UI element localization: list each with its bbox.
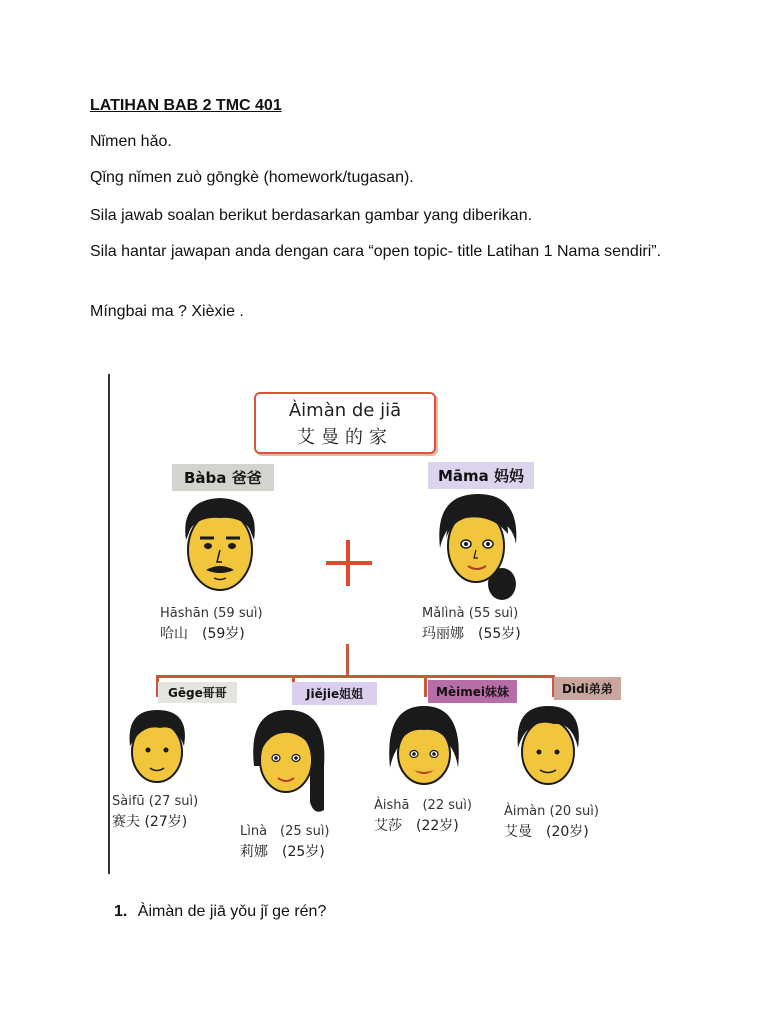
older-brother-name-pinyin: Sàifū (27 suì) [112, 794, 199, 809]
question-number: 1. [114, 903, 128, 920]
tree-branch-line [156, 675, 554, 678]
younger-brother-face-illustration [510, 702, 586, 790]
mother-caption [422, 604, 521, 644]
mother-face-illustration [432, 488, 522, 604]
older-sister-caption [240, 822, 330, 862]
tag-older-sister: Jiějie姐姐 [292, 682, 377, 705]
father-caption [160, 604, 263, 644]
closing-text: Míngbai ma ? Xièxie . [90, 303, 244, 320]
greeting-text: Nǐmen hǎo. [90, 133, 172, 150]
tag-younger-sister: Mèimei妹妹 [428, 680, 517, 703]
question-text: Àimàn de jiā yǒu jǐ ge rén? [137, 903, 327, 920]
plus-sign-horizontal [326, 561, 372, 565]
figure-title-pinyin: Àimàn de jiā [288, 400, 402, 421]
older-sister-name-pinyin: Lìnà (25 suì) [240, 824, 330, 839]
question-item [114, 900, 326, 924]
figure-left-border [108, 374, 110, 874]
page-title: LATIHAN BAB 2 TMC 401 [90, 97, 282, 114]
older-sister-name-hanzi: 莉娜 (25岁) [240, 844, 325, 860]
family-tree-figure [106, 372, 613, 882]
tree-stem-line [346, 644, 349, 678]
younger-sister-name-pinyin: Àishā (22 suì) [374, 798, 472, 813]
younger-brother-name-pinyin: Àimàn (20 suì) [504, 804, 599, 819]
younger-sister-name-hanzi: 艾莎 (22岁) [374, 818, 459, 834]
mother-name-pinyin: Mǎlìnà (55 suì) [422, 606, 519, 621]
older-brother-face-illustration [120, 706, 194, 790]
instruction-submit: Sila hantar jawapan anda dengan cara “open topic- title Latihan 1 Nama sendiri”. [90, 243, 662, 260]
younger-sister-face-illustration [384, 702, 464, 794]
tag-younger-brother: Dìdi弟弟 [554, 677, 621, 700]
tag-older-brother: Gēge哥哥 [158, 682, 237, 703]
tree-drop-meimei [424, 675, 427, 697]
tag-mother: Māma 妈妈 [428, 462, 534, 489]
younger-brother-name-hanzi: 艾曼 (20岁) [504, 824, 589, 840]
figure-title-box [254, 392, 436, 454]
father-name-hanzi: 哈山 (59岁) [160, 626, 245, 642]
younger-brother-caption [504, 802, 599, 842]
tag-father: Bàba 爸爸 [172, 464, 274, 491]
father-face-illustration [172, 490, 268, 600]
older-sister-face-illustration [248, 706, 328, 818]
older-brother-caption [112, 792, 198, 832]
older-brother-name-hanzi: 赛夫 (27岁) [112, 814, 188, 830]
figure-title-hanzi: 艾曼的家 [297, 427, 393, 448]
mother-name-hanzi: 玛丽娜 (55岁) [422, 626, 521, 642]
instruction-homework: Qǐng nǐmen zuò gōngkè (homework/tugasan). [90, 169, 414, 186]
father-name-pinyin: Hāshān (59 suì) [160, 606, 263, 621]
younger-sister-caption [374, 796, 472, 836]
instruction-answer: Sila jawab soalan berikut berdasarkan gambar yang diberikan. [90, 207, 533, 224]
